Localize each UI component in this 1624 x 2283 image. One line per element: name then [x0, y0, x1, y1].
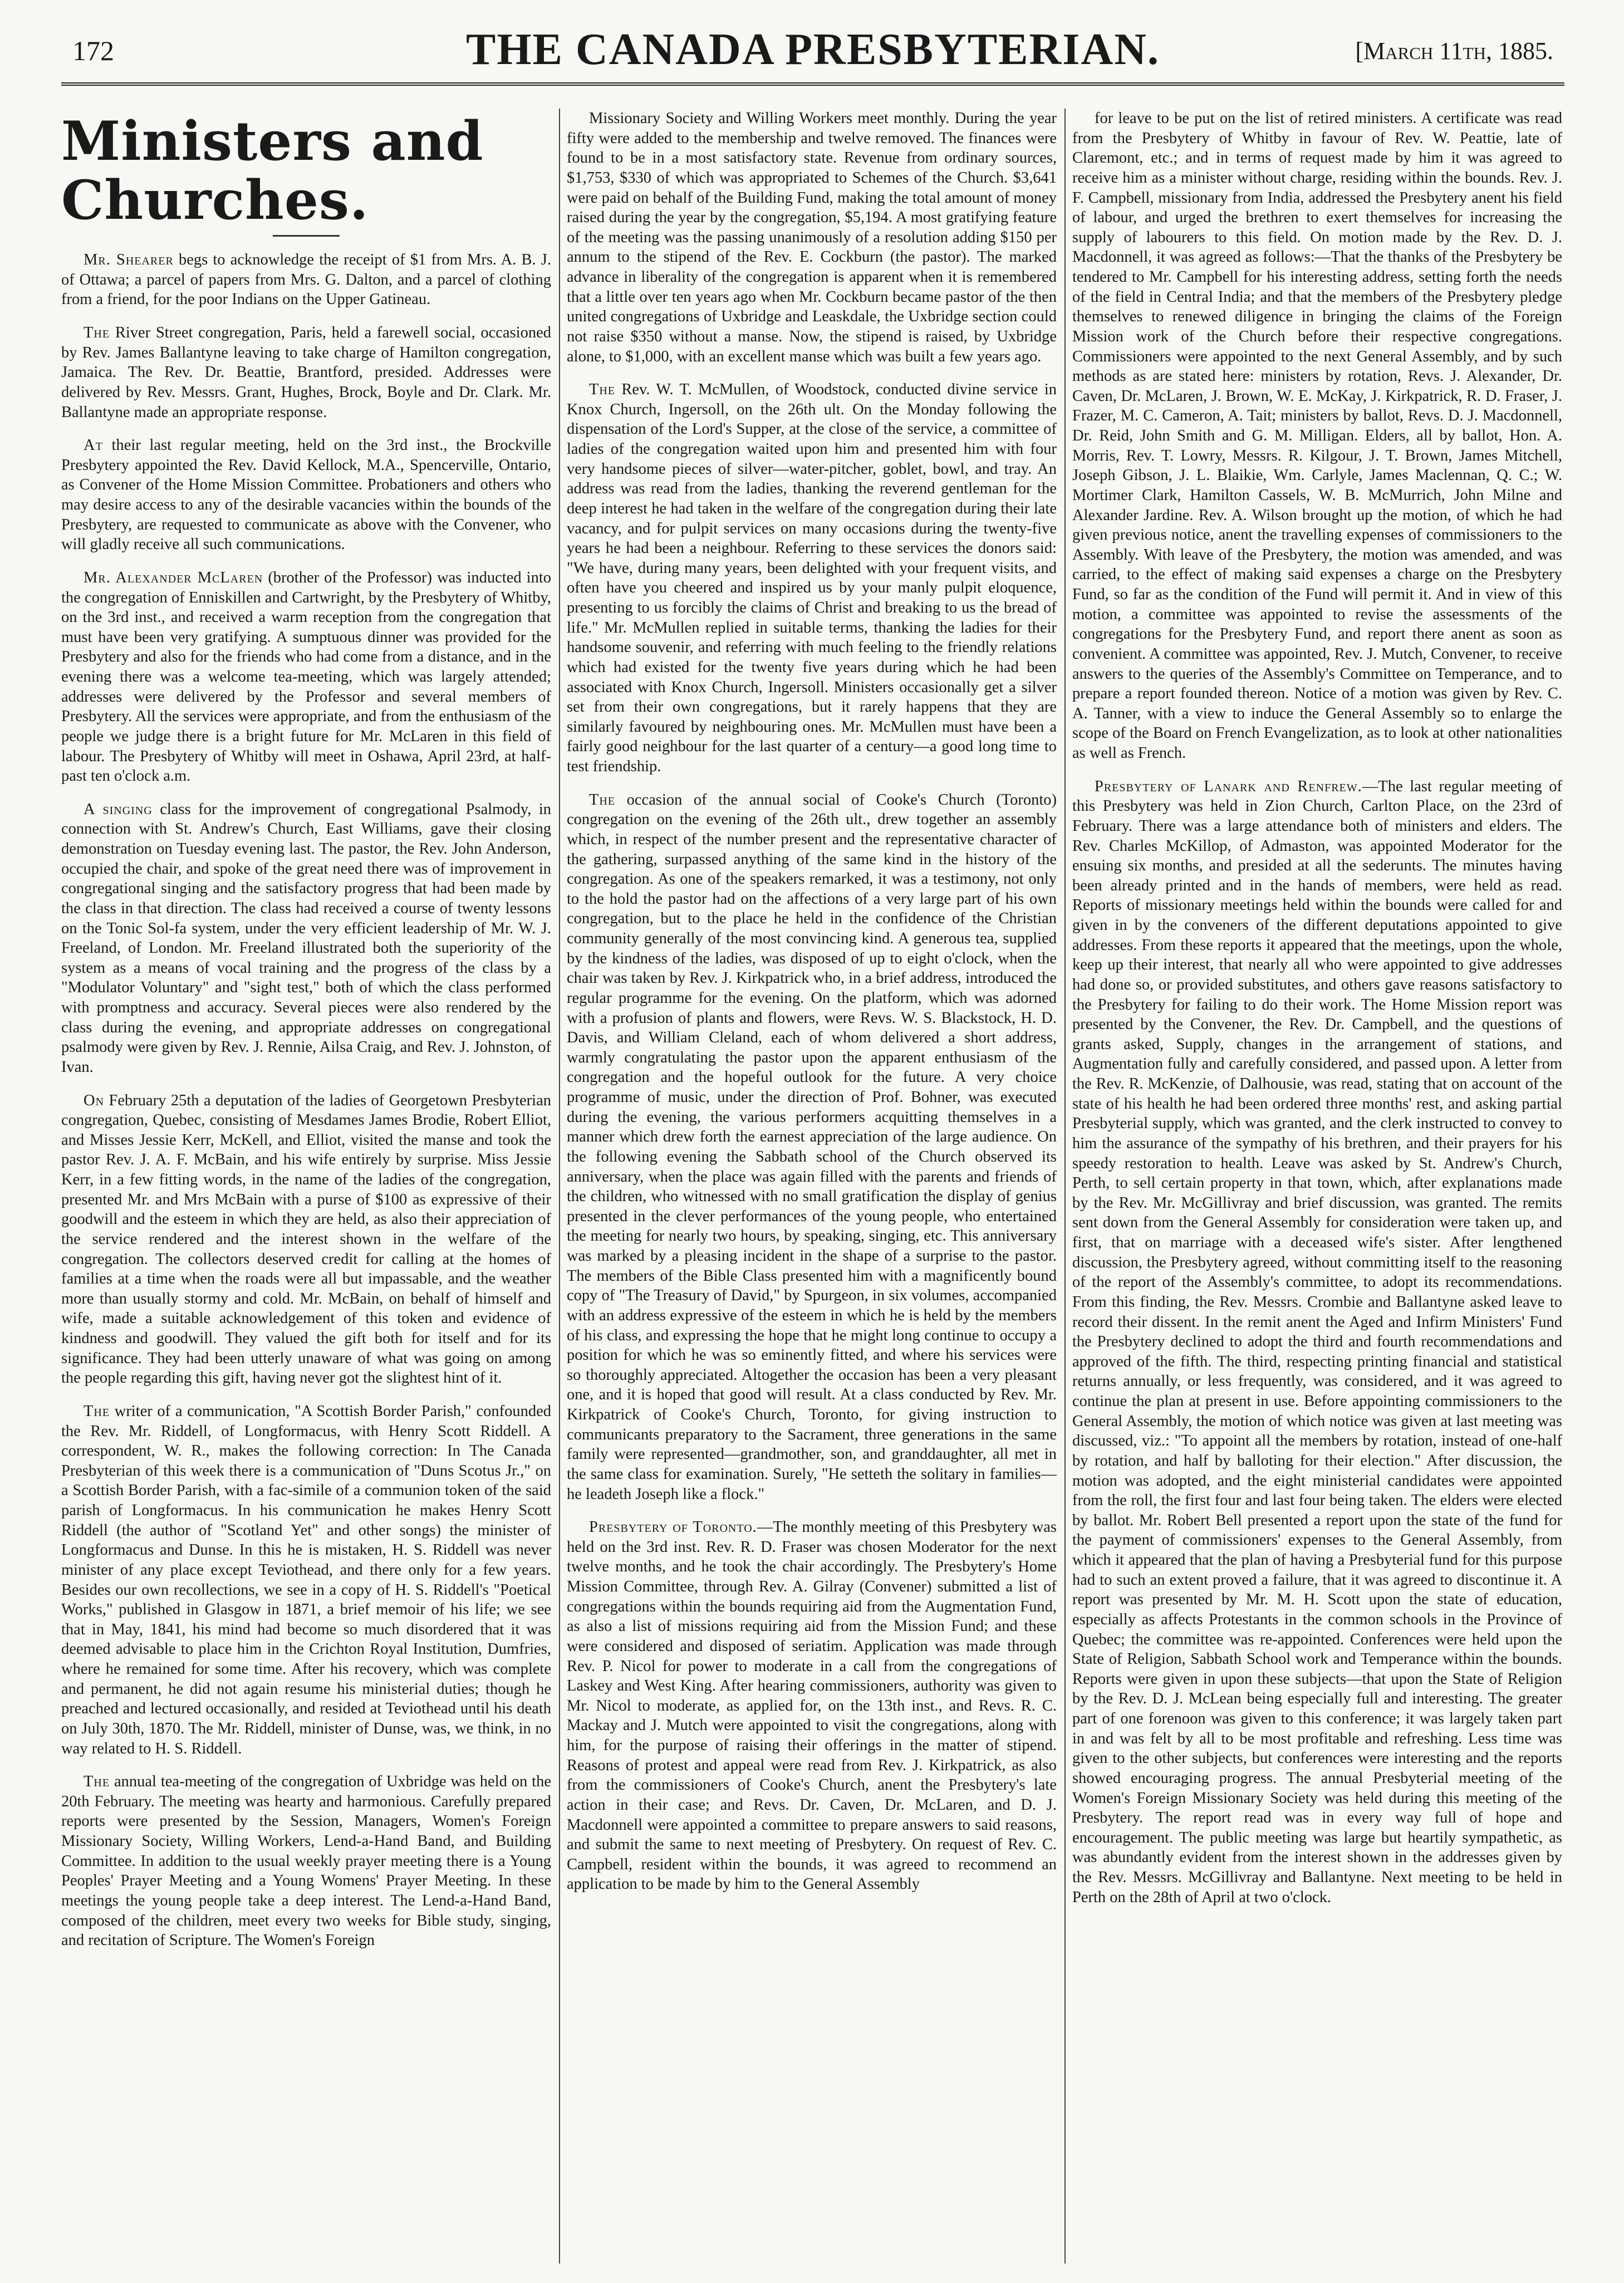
paragraph-lead: The — [84, 1402, 110, 1420]
article-paragraph — [567, 380, 1057, 777]
title-rule — [273, 235, 340, 237]
paragraph-lead: Mr. Alexander McLaren — [84, 569, 263, 586]
paragraph-lead: The — [84, 1773, 110, 1791]
column-1 — [61, 109, 551, 2264]
paragraph-text: February 25th a deputation of the ladies of Georgetown Presbyterian congregation, Quebec, consisting of Mesdames James Brodie, Robert Elliot, and Misses Jessie Kerr, McKell, and Elliot, visited the manse and took the pastor Rev. J. A. F. McBain, and his wife entirely by surprise. Miss Jessie Kerr, in a few fitting words, in the name of the ladies of the congregation, presented Mr. and Mrs McBain with a purse of $100 as expressive of their goodwill and the esteem in which they are held, as also their appreciation of the service rendered and the interest shown in the welfare of the congregation. The collectors deserved credit for calling at the homes of families at a time when the roads were all but impassable, and the weather more than usually stormy and cold. Mr. McBain, on behalf of himself and wife, made a suitable acknowledgement of this token and evidence of kindness and goodwill. They valued the gift both for itself and for its significance. They had been utterly unaware of what was going on among the people regarding this gift, having never got the slightest hint of it. — [61, 1091, 551, 1387]
paragraph-lead: The — [589, 791, 616, 809]
article-paragraph — [567, 109, 1057, 366]
paragraph-text: Missionary Society and Willing Workers meet monthly. During the year fifty were added to the membership and twelve removed. The finances were found to be in a most satisfactory state. Revenue from ordinary sources, $1,753, $330 of which was appropriated to Schemes of the Church. $3,641 were paid on behalf of the Building Fund, making the total amount of money raised during the year by the congregation, $5,194. A most gratifying feature of the meeting was the passing unanimously of a resolution adding $150 per annum to the stipend of the Rev. E. Cockburn (the pastor). The marked advance in liberality of the congregation is apparent when it is remembered that a little over ten years ago when Mr. Cockburn became pastor of the then united congregations of Uxbridge and Leaskdale, the Uxbridge section could not raise $350 without a manse. Now, the stipend is raised, by Uxbridge alone, to $1,000, with an excellent manse which was built a few years ago. — [567, 110, 1057, 365]
paragraph-text: annual tea-meeting of the congregation of Uxbridge was held on the 20th February. The meeting was hearty and harmonious. Carefully prepared reports were presented by the Session, Managers, Women's Foreign Missionary Society, Willing Workers, Lend-a-Hand Band, and Building Committee. In addition to the usual weekly prayer meeting there is a Young Peoples' Prayer Meeting and a Young Womens' Prayer Meeting. In these meetings the young people take a deep interest. The Lend-a-Hand Band, composed of the children, meet every two weeks for Bible study, singing, and recitation of Scripture. The Women's Foreign — [61, 1773, 551, 1949]
paragraph-lead: A singing — [84, 800, 153, 818]
paragraph-text: begs to acknowledge the receipt of $1 from Mrs. A. B. J. of Ottawa; a parcel of papers from Mrs. G. Dalton, and a parcel of clothing from a friend, for the poor Indians on the Upper Gatineau. — [61, 251, 551, 308]
article-paragraph — [1072, 109, 1562, 763]
article-paragraph — [61, 1772, 551, 1951]
article-paragraph — [567, 790, 1057, 1505]
paragraph-text: —The monthly meeting of this Presbytery was held on the 3rd inst. Rev. R. D. Fraser was chosen Moderator for the next twelve months, and he took the chair accordingly. The Presbytery's Home Mission Committee, through Rev. A. Gilray (Convener) submitted a list of congregations within the bounds requiring aid from the Augmentation Fund, as also a list of missions requiring aid from the Mission Fund; and these were considered and disposed of seriatim. Application was made through Rev. P. Nicol for power to moderate in a call from the congregations of Laskey and West King. After hearing commissioners, authority was given to Mr. Nicol to moderate, as applied for, on the 13th inst., and Revs. R. C. Mackay and J. Mutch were appointed to visit the congregations, along with him, for the purpose of raising their offerings in the matter of stipend. Reasons of protest and appeal were read from Rev. J. Kirkpatrick, as also from the commissioners of Cooke's Church, anent the Presbytery's late action in their case; and Revs. Dr. Caven, Dr. McLaren, and D. J. Macdonnell were appointed a committee to prepare answers to said reasons, and submit the same to next meeting of Presbytery. On request of Rev. C. Campbell, resident within the bounds, it was agreed to recommend an application to be made by him to the General Assembly — [567, 1518, 1057, 1893]
article-paragraph — [61, 323, 551, 422]
paragraph-text: River Street congregation, Paris, held a farewell social, occasioned by Rev. James Ballantyne leaving to take charge of Hamilton congregation, Jamaica. The Rev. Dr. Beattie, Brantford, presided. Addresses were delivered by Rev. Messrs. Grant, Hughes, Brock, Boyle and Dr. Clark. Mr. Ballantyne made an appropriate response. — [61, 324, 551, 421]
paragraph-text: occasion of the annual social of Cooke's Church (Toronto) congregation on the evening of the 26th ult., drew together an assembly which, in respect of the number present and the representative character of the gathering, surpassed anything of the same kind in the history of the congregation. As one of the speakers remarked, it was a testimony, not only to the hold the pastor had on the affections of a very large part of his own congregation, but to the place he held in the confidence of the Christian community generally of the most convincing kind. A generous tea, supplied by the kindness of the ladies, was disposed of up to eight o'clock, when the chair was taken by Rev. J. Kirkpatrick who, in a brief address, introduced the regular programme for the evening. On the platform, which was adorned with a profusion of plants and flowers, were Revs. W. S. Blackstock, H. D. Davis, and William Cleland, each of whom delivered a short address, warmly congratulating the pastor upon the apparent enthusiasm of the congregation and the hopeful outlook for the future. A very choice programme of music, under the direction of Prof. Bohner, was executed during the evening, the various performers acquitting themselves in a manner which drew forth the earnest appreciation of the large audience. On the following evening the Sabbath school of the Church observed its anniversary, when the place was again filled with the parents and friends of the children, who witnessed with no small gratification the display of genius presented in the clever performances of the young people, who entertained the meeting for nearly two hours, by speaking, singing, etc. This anniversary was marked by a pleasing incident in the shape of a surprise to the pastor. The members of the Bible Class presented him with a magnificently bound copy of "The Treasury of David," by Spurgeon, in six volumes, accompanied with an address expressive of the esteem in which he is held by the members of his class, and expressing the hope that he might long continue to occupy a position for which he was so eminently fitted, and where his services were so thoroughly appreciated. Altogether the occasion has been a very pleasant one, and it is hoped that good will result. At a class conducted by Rev. Mr. Kirkpatrick of Cooke's Church, Toronto, for giving instruction to communicants preparatory to the Sacrament, three generations in the same family were represented—grandmother, son, and granddaughter, all met in the same class for examination. Surely, "He setteth the solitary in families—he leadeth Joseph like a flock." — [567, 791, 1057, 1503]
section-title: Ministers and Churches. — [61, 110, 484, 232]
paragraph-lead: The — [589, 381, 616, 399]
paragraph-lead: The — [84, 324, 110, 342]
page-number: 172 — [72, 35, 114, 66]
issue-date: [March 11th, 1885. — [1355, 37, 1553, 65]
article-paragraph — [61, 568, 551, 786]
paragraph-text: for leave to be put on the list of retired ministers. A certificate was read from the Presbytery of Whitby in favour of Rev. W. Peattie, late of Claremont, etc.; and in terms of request made by him it was agreed to receive him as a minister without charge, residing within the bounds. Rev. J. F. Campbell, missionary from India, addressed the Presbytery anent his field of labour, and urged the brethren to exert themselves for increasing the supply of labourers to this field. On motion made by the Rev. D. J. Macdonnell, it was agreed as follows:—That the thanks of the Presbytery be tendered to Mr. Campbell for his interesting address, setting forth the needs of the field in Central India; and that the members of the Presbytery pledge themselves to renewed diligence in bringing the claims of the Foreign Mission work of the Church before their respective congregations. Commissioners were appointed to the next General Assembly, and by such methods as are stated here: ministers by rotation, Revs. J. Alexander, Dr. Caven, Dr. McLaren, J. Brown, W. E. McKay, J. Kirkpatrick, R. D. Fraser, J. Frazer, M. C. Cameron, A. Tait; ministers by ballot, Revs. D. J. Macdonnell, Dr. Reid, John Smith and G. M. Milligan. Elders, all by ballot, Hon. A. Morris, Rev. T. Lowry, Messrs. R. Kilgour, J. T. Brown, James Mitchell, Joseph Gibson, J. L. Blaikie, Wm. Carlyle, James Maclennan, Q. C.; W. Mortimer Clark, Hamilton Cassels, W. B. McMurrich, John Milne and Alexander Jardine. Rev. A. Wilson brought up the motion, of which he had given previous notice, anent the travelling expenses of commissioners to the Assembly. With leave of the Presbytery, the motion was amended, and was carried, to the effect of making said expenses a charge on the Presbytery Fund, so far as the condition of the Fund will permit it. And in view of this motion, a committee was appointed to revise the assessments of the congregations for the Presbytery Fund, and report there anent as soon as convenient. A committee was appointed, Rev. J. Mutch, Convener, to receive answers to the queries of the Assembly's Committee on Temperance, and to prepare a report founded thereon. Notice of a motion was given by Rev. C. A. Tanner, with a view to induce the General Assembly so to enlarge the scope of the Board on French Evangelization, as to look at other nationalities as well as French. — [1072, 110, 1562, 762]
column-3 — [1072, 109, 1562, 2264]
paragraph-text: Rev. W. T. McMullen, of Woodstock, conducted divine service in Knox Church, Ingersoll, on the 26th ult. On the Monday following the dispensation of the Lord's Supper, at the close of the service, a committee of ladies of the congregation waited upon him and presented him with four very handsome pieces of silver—water-pitcher, goblet, bowl, and tray. An address was read from the ladies, thanking the reverend gentleman for the deep interest he had taken in the welfare of the congregation during their late vacancy, and for pulpit services on many occasions during the twenty-five years he had been a neighbour. Referring to these services the donors said: "We have, during many years, been delighted with your frequent visits, and often have you cheered and inspired us by your manly pulpit eloquence, presenting to us forcibly the claims of Christ and breaking to us the bread of life." Mr. McMullen replied in suitable terms, thanking the ladies for their handsome souvenir, and referring with much feeling to the friendly relations which had existed for the twenty five years during which he had been associated with Knox Church, Ingersoll. Ministers occasionally get a silver set from their own congregations, but it rarely happens that they are similarly favoured by neighbouring ones. Mr. McMullen must have been a fairly good neighbour for the last quarter of a century—a good long time to test friendship. — [567, 381, 1057, 775]
paragraph-lead: Presbytery of Lanark and Renfrew. — [1095, 777, 1362, 795]
paragraph-lead: Presbytery of Toronto. — [589, 1518, 757, 1536]
header-rule — [61, 82, 1564, 86]
article-paragraph — [567, 1517, 1057, 1894]
column-divider — [559, 109, 560, 2264]
article-paragraph — [1072, 777, 1562, 1908]
paragraph-text: their last regular meeting, held on the 3rd inst., the Brockville Presbytery appointed the Rev. David Kellock, M.A., Spencerville, Ontario, as Convener of the Home Mission Committee. Probationers and others who may desire access to any of the desirable vacancies within the bounds of the Presbytery, are requested to communicate as above with the Convener, who will gladly receive all such communications. — [61, 437, 551, 553]
article-paragraph — [61, 800, 551, 1077]
paragraph-text: class for the improvement of congregational Psalmody, in connection with St. Andrew's Church, East Williams, gave their closing demonstration on Tuesday evening last. The pastor, the Rev. John Anderson, occupied the chair, and spoke of the great need there was of improvement in congregational singing and the satisfactory progress that had been made by the class in that direction. The class had received a course of twenty lessons on the Tonic Sol-fa system, under the very efficient leadership of Mr. W. J. Freeland, of London. Mr. Freeland illustrated both the superiority of the system as a means of vocal training and the progress of the class by a "Modulator Voluntary" and "sight test," both of which the class performed with promptness and accuracy. Several pieces were also rendered by the class during the evening, and appropriate addresses on congregational psalmody were given by Rev. J. Rennie, Ailsa Craig, and Rev. J. Johnston, of Ivan. — [61, 800, 551, 1076]
paragraph-text: (brother of the Professor) was inducted into the congregation of Enniskillen and Cartwright, by the Presbytery of Whitby, on the 3rd inst., and received a warm reception from the congregation that must have been very gratifying. A sumptuous dinner was provided for the Presbytery and also for the friends who had come from a distance, and in the evening there was a welcome tea-meeting, which was largely attended; addresses were delivered by the Professor and several members of Presbytery. All the services were appropriate, and from the enthusiasm of the people we judge there is a bright future for Mr. McLaren in this field of labour. The Presbytery of Whitby will meet in Oshawa, April 23rd, at half-past ten o'clock a.m. — [61, 569, 551, 785]
masthead-title: THE CANADA PRESBYTERIAN. — [466, 25, 1160, 74]
paragraph-text: —The last regular meeting of this Presbytery was held in Zion Church, Carlton Place, on the 23rd of February. There was a large attendance both of ministers and elders. The Rev. Charles McKillop, of Admaston, was appointed Moderator for the ensuing six months, and presided at all the sederunts. The minutes having been already printed and in the hands of members, were held as read. Reports of missionary meetings held within the bounds were called for and given in by the conveners of the different deputations appointed to give addresses. From these reports it appeared that the meetings, upon the whole, keep up their interest, that nearly all who were appointed to give addresses had done so, or provided substitutes, and others gave reasons satisfactory to the Presbytery for failing to do their work. The Home Mission report was presented by the Convener, the Rev. Dr. Campbell, and the questions of grants asked, Supply, changes in the arrangement of stations, and Augmentation fully and carefully considered, and passed upon. A letter from the Rev. R. McKenzie, of Dalhousie, was read, stating that on account of the state of his health he had been ordered three months' rest, and asking partial Presbyterial supply, which was granted, and the clerk instructed to convey to him the assurance of the sympathy of his brethren, and their prayers for his speedy restoration to health. Leave was asked by St. Andrew's Church, Perth, to sell certain property in that town, which, after explanations made by the Rev. Mr. McGillivray and brief discussion, was granted. The remits sent down from the General Assembly for consideration were taken up, and first, that on marriage with a deceased wife's sister. After lengthened discussion, the Presbytery agreed, without committing itself to the reasoning of the report of the Assembly's committee, to adopt its recommendations. From this finding, the Rev. Messrs. Crombie and Ballantyne asked leave to record their dissent. In the remit anent the Aged and Infirm Ministers' Fund the Presbytery declined to adopt the third and fourth recommendations and approved of the fifth. The third, respecting printing financial and statistical returns annually, or less frequently, was considered, and it was agreed to continue the plan at present in use. Before appointing commissioners to the General Assembly, the motion of which notice was given at last meeting was discussed, viz.: "To appoint all the members by rotation, instead of one-half by rotation, and half by balloting for their election." After discussion, the motion was adopted, and the eight ministerial candidates were appointed from the roll, the first four and last four being taken. The elders were elected by ballot. Mr. Robert Bell presented a report upon the state of the fund for the payment of commissioners' expenses to the General Assembly, from which it appeared that the plan of having a Presbyterial fund for this purpose had to such an extent proved a failure, that it was agreed to discontinue it. A report was presented by Mr. M. H. Scott upon the state of education, especially as affects Protestants in the common schools in the Province of Quebec; the committee was re-appointed. Conferences were held upon the State of Religion, Sabbath School work and Temperance within the bounds. Reports were given in upon these subjects—that upon the State of Religion by the Rev. D. J. McLean being especially full and interesting. The greater part of one forenoon was given to this conference; it was largely taken part in and was felt by all to be most profitable and refreshing. Less time was given to the other subjects, but conferences were interesting and the reports showed encouraging progress. The annual Presbyterial meeting of the Women's Foreign Missionary Society was held during this meeting of the Presbytery. The report read was in every way full of hope and encouragement. The public meeting was large but heartily sympathetic, as was abundantly evident from the interest shown in the addresses given by the Rev. Messrs. McGillivray and Ballantyne. Next meeting to be held in Perth on the 28th of April at two o'clock. — [1072, 777, 1562, 1906]
article-paragraph — [61, 435, 551, 555]
paragraph-lead: On — [84, 1091, 105, 1109]
article-paragraph — [61, 1402, 551, 1758]
paragraph-lead: Mr. Shearer — [84, 251, 174, 269]
column-2-body — [567, 109, 1057, 1894]
column-1-body — [61, 250, 551, 1951]
paragraph-text: writer of a communication, "A Scottish Border Parish," confounded the Rev. Mr. Riddell, of Longformacus, with Henry Scott Riddell. A correspondent, W. R., makes the following correction: In The Canada Presbyterian of this week there is a communication of "Duns Scotus Jr.," on a Scottish Border Parish, with a fac-simile of a communion token of the said parish of Longformacus. In his communication he makes Henry Scott Riddell (the author of "Scotland Yet" and other songs) the minister of Longformacus and Dunse. In this he is mistaken, H. S. Riddell was never minister of any place except Teviothead, and there only for a few years. Besides our own recollections, we see in a copy of H. S. Riddell's "Poetical Works," published in Glasgow in 1871, a brief memoir of his life; we see that in May, 1841, his mind had become so much disordered that it was deemed advisable to place him in the Crichton Royal Institution, Dumfries, where he remained for some time. After his recovery, which was complete and permanent, he did not again resume his ministerial duties; though he preached and lectured occasionally, and resided at Teviothead until his death on July 30th, 1870. The Mr. Riddell, minister of Dunse, was, we think, in no way related to H. S. Riddell. — [61, 1402, 551, 1757]
page-header — [61, 22, 1564, 78]
article-paragraph — [61, 1091, 551, 1388]
article-paragraph — [61, 250, 551, 310]
column-3-body — [1072, 109, 1562, 1907]
paragraph-lead: At — [84, 437, 103, 454]
column-2 — [567, 109, 1057, 2264]
column-divider — [1064, 109, 1066, 2264]
